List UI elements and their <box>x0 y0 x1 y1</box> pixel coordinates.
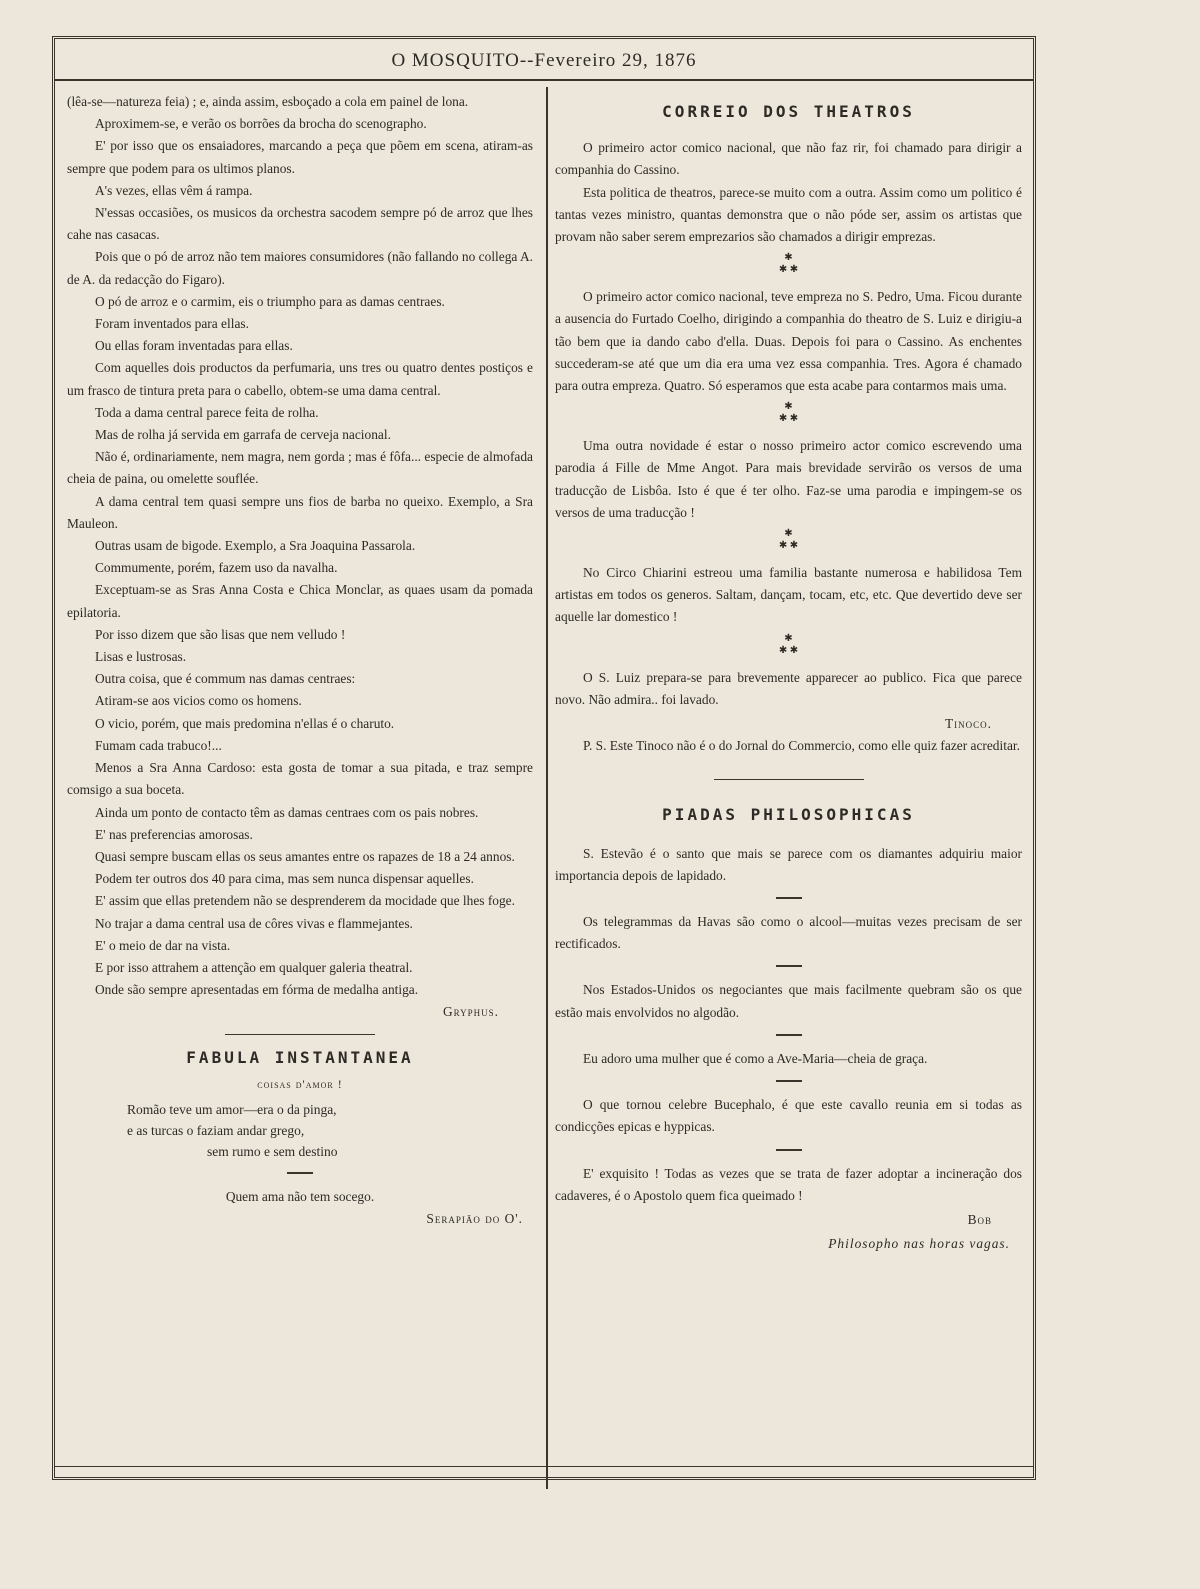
article-paragraph: Fumam cada trabuco!... <box>95 737 222 753</box>
asterism: ✱ ✱ ✱ <box>778 252 799 276</box>
correio-paragraph: O S. Luiz prepara-se para brevemente apparecer ao publico. Fica que parece novo. Não admira.. foi lavado. <box>555 669 1022 707</box>
article-paragraph: N'essas occasiões, os musicos da orchestra sacodem sempre pó de arroz que lhes cahe nas casacas. <box>67 205 533 243</box>
article-paragraph: Ainda um ponto de contacto têm as damas centraes com os pais nobres. <box>95 804 479 820</box>
piada-rule <box>776 1080 802 1082</box>
masthead: O MOSQUITO--Fevereiro 29, 1876 <box>55 39 1033 81</box>
article-paragraph: Exceptuam-se as Sras Anna Costa e Chica Monclar, as quaes usam da pomada epilatoria. <box>67 582 533 620</box>
article-paragraph: Commumente, porém, fazem uso da navalha. <box>95 560 338 576</box>
poem-line: sem rumo e sem destino <box>207 1143 338 1159</box>
piada-item: E' exquisito ! Todas as vezes que se trata de fazer adoptar a incineração dos cadaveres, é o Apostolo quem fica queimado ! <box>555 1165 1022 1203</box>
article-paragraph: Atiram-se aos vicios como os homens. <box>95 693 302 709</box>
article-paragraph: No trajar a dama central usa de côres vivas e flammejantes. <box>95 915 413 931</box>
article-paragraph: A's vezes, ellas vêm á rampa. <box>95 182 253 198</box>
fabula-signature: Serapião do O'. <box>426 1211 523 1227</box>
poem-rule <box>287 1172 313 1174</box>
section-rule <box>714 779 864 780</box>
section-rule <box>225 1034 375 1035</box>
article-paragraph: Lisas e lustrosas. <box>95 649 187 665</box>
fabula-poem <box>67 1099 533 1162</box>
newspaper-page <box>52 36 1036 1480</box>
correio-title: CORREIO DOS THEATROS <box>662 102 915 121</box>
article-paragraph: E por isso attrahem a attenção em qualquer galeria theatral. <box>95 959 413 975</box>
correio-paragraph: No Circo Chiarini estreou uma familia bastante numerosa e habilidosa Tem artistas em todos os generos. Saltam, dançam, tocam, etc, etc. Que devertido deve ser aquelle lar domestico ! <box>555 565 1022 625</box>
article-paragraph: O vicio, porém, que mais predomina n'ellas é o charuto. <box>95 715 395 731</box>
article-paragraph: Com aquelles dois productos da perfumaria, uns tres ou quatro dentes postiços e um frasco de tintura preta para o cabello, obtem-se uma dama central. <box>67 360 533 398</box>
left-column <box>67 91 533 1230</box>
piada-item: Os telegrammas da Havas são como o alcool—muitas vezes precisam de ser rectificados. <box>555 914 1022 952</box>
bottom-rule <box>55 1466 1033 1467</box>
asterism: ✱ ✱ ✱ <box>778 528 799 552</box>
fabula-title: FABULA INSTANTANEA <box>186 1047 414 1067</box>
piada-item: O que tornou celebre Bucephalo, é que este cavallo reunia em si todas as condicções epicas e hyppicas. <box>555 1097 1022 1135</box>
fabula-moral: Quem ama não tem socego. <box>225 1188 375 1204</box>
article-paragraph: Toda a dama central parece feita de rolha. <box>95 404 319 420</box>
asterism: ✱ ✱ ✱ <box>778 632 799 656</box>
piada-rule <box>776 897 802 899</box>
correio-paragraph: Esta politica de theatros, parece-se muito com a outra. Assim como um politico é tantas vezes ministro, quantas demonstra que o não póde ser, assim os artistas que provam não saber serem emprezarios são chamados a dirigir emprezas. <box>555 184 1022 245</box>
piadas-title: PIADAS PHILOSOPHICAS <box>662 805 915 825</box>
right-column <box>555 91 1022 1255</box>
poem-line: Romão teve um amor—era o da pinga, <box>127 1101 337 1117</box>
fabula-subtitle: coisas d'amor ! <box>257 1076 343 1091</box>
article-paragraph: E' por isso que os ensaiadores, marcando a peça que põem em scena, atiram-as sempre que podem para os ultimos planos. <box>67 138 533 176</box>
piadas-signature-sub: Philosopho nas horas vagas. <box>828 1236 1010 1252</box>
article-paragraph: Onde são sempre apresentadas em fórma de medalha antiga. <box>95 982 419 998</box>
column-divider <box>546 87 548 1489</box>
left-article-signature: Gryphus. <box>442 1004 499 1020</box>
correio-paragraph: O primeiro actor comico nacional, que não faz rir, foi chamado para dirigir a companhia do Cassino. <box>555 140 1022 178</box>
correio-paragraph: O primeiro actor comico nacional, teve empreza no S. Pedro, Uma. Ficou durante a ausencia do Furtado Coelho, dirigindo a companhia do theatro de S. Luiz e dirigiu-a tão bem que ia dando cabo d'ella. Duas. Depois foi para o Cassino. As enchentes succederam-se até que um dia era uma vez essa companhia. Tres. Agora é chamado para outra empreza. Quatro. Só esperamos que esta acabe para contarmos mais uma. <box>555 289 1022 394</box>
article-paragraph: O pó de arroz e o carmim, eis o triumpho para as damas centraes. <box>95 293 445 309</box>
article-paragraph: Quasi sempre buscam ellas os seus amantes entre os rapazes de 18 a 24 annos. <box>95 848 515 864</box>
article-paragraph: A dama central tem quasi sempre uns fios de barba no queixo. Exemplo, a Sra Mauleon. <box>67 493 533 531</box>
piada-item: Nos Estados-Unidos os negociantes que mais facilmente quebram são os que estão mais envolvidos no algodão. <box>555 982 1022 1020</box>
piada-rule <box>776 1034 802 1036</box>
correio-paragraph: Uma outra novidade é estar o nosso primeiro actor comico escrevendo uma parodia á Fille de Mme Angot. Para mais brevidade servirão os versos de uma traducção de Lisbôa. Isto é que é ter olho. Faz-se uma parodia e impingem-se os versos de uma traducção ! <box>555 438 1022 520</box>
piada-item: S. Estevão é o santo que mais se parece com os diamantes adquiriu maior importancia depois de lapidado. <box>555 845 1022 883</box>
article-paragraph: (lêa-se—natureza feia) ; e, ainda assim, esboçado a cola em painel de lona. <box>67 94 469 109</box>
article-paragraph: Outra coisa, que é commum nas damas centraes: <box>95 671 356 687</box>
left-article <box>67 91 533 1001</box>
article-paragraph: Foram inventados para ellas. <box>95 316 249 332</box>
piadas-signature: Bob <box>967 1211 992 1227</box>
article-paragraph: Não é, ordinariamente, nem magra, nem gorda ; mas é fôfa... especie de almofada cheia de paina, ou omelette souflée. <box>67 449 533 487</box>
article-paragraph: Aproximem-se, e verão os borrões da brocha do scenographo. <box>95 116 427 132</box>
article-paragraph: E' assim que ellas pretendem não se desprenderem da mocidade que lhes foge. <box>95 893 515 909</box>
correio-signature: Tinoco. <box>944 716 992 732</box>
piada-item: Eu adoro uma mulher que é como a Ave-Maria—cheia de graça. <box>583 1050 928 1066</box>
article-paragraph: Podem ter outros dos 40 para cima, mas sem nunca dispensar aquelles. <box>95 871 474 887</box>
article-paragraph: E' o meio de dar na vista. <box>95 937 231 953</box>
article-paragraph: Mas de rolha já servida em garrafa de cerveja nacional. <box>95 427 391 443</box>
asterism: ✱ ✱ ✱ <box>778 401 799 425</box>
article-paragraph: E' nas preferencias amorosas. <box>95 826 253 842</box>
article-paragraph: Menos a Sra Anna Cardoso: esta gosta de tomar a sua pitada, e traz sempre comsigo a sua boceta. <box>67 760 533 798</box>
poem-line: e as turcas o faziam andar grego, <box>127 1122 305 1138</box>
piadas-list <box>555 843 1022 1207</box>
piada-rule <box>776 1149 802 1151</box>
article-paragraph: Ou ellas foram inventadas para ellas. <box>95 338 293 354</box>
article-paragraph: Outras usam de bigode. Exemplo, a Sra Joaquina Passarola. <box>95 538 416 554</box>
article-paragraph: Pois que o pó de arroz não tem maiores consumidores (não fallando no collega A. de A. da redacção do Figaro). <box>67 249 533 287</box>
article-paragraph: Por isso dizem que são lisas que nem velludo ! <box>95 626 346 642</box>
piada-rule <box>776 965 802 967</box>
correio-ps: P. S. Este Tinoco não é o do Jornal do Commercio, como elle quiz fazer acreditar. <box>583 738 1020 754</box>
